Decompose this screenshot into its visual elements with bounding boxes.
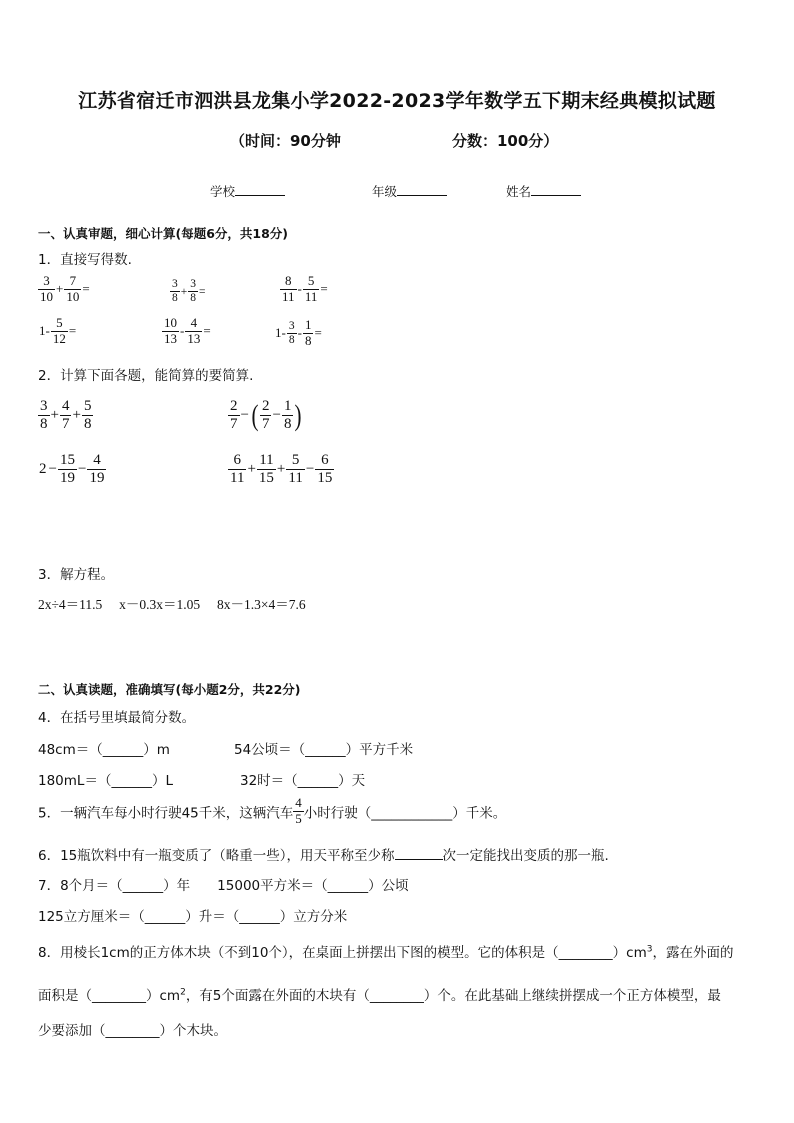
- q2-expr-3: 2 − $\frac{15}{19}$ − $\frac{4}{19}$: [39, 452, 105, 487]
- q2-expr-4: $\frac{6}{11}$ + $\frac{11}{15}$ + $\frac{5}{11}$ − $\frac{6}{15}$: [230, 452, 333, 487]
- name-field[interactable]: [506, 182, 581, 200]
- q2-expr-2: $\frac{2}{7}$ −( $\frac{2}{7}$ − $\frac{1}{8}$ ): [230, 398, 302, 433]
- exam-time: （时间：90分钟: [230, 132, 341, 150]
- q1-expr-3: $\frac{8}{11}$ - $\frac{5}{11}$ =: [282, 273, 328, 304]
- q1-expr-5: $\frac{10}{13}$ - $\frac{4}{13}$ =: [164, 315, 211, 346]
- page-title: 江苏省宿迁市泗洪县龙集小学2022-2023学年数学五下期末经典模拟试题: [78, 90, 716, 112]
- school-blank[interactable]: [235, 195, 285, 196]
- section2-heading: 二、认真读题，准确填写(每小题2分，共22分): [38, 682, 301, 697]
- q6-blank[interactable]: [395, 859, 443, 860]
- q1-stem: 1．直接写得数.: [38, 252, 132, 268]
- q7-line-2: 125立方厘米＝（______）升＝（______）立方分米: [38, 909, 348, 925]
- school-label: 学校: [210, 184, 236, 199]
- q3-equations: 2x÷4＝11.5 x－0.3x＝1.05 8x－1.3×4＝7.6: [38, 597, 306, 612]
- q5-text: 5．一辆汽车每小时行驶45千米，这辆汽车 $\frac{4}{5}$ 小时行驶（____________）千米。: [38, 795, 507, 826]
- q1-expr-2: $\frac{3}{8}$ + $\frac{3}{8}$ =: [172, 278, 206, 305]
- q8-line-3: 少要添加（________）个木块。: [38, 1023, 227, 1039]
- q3-stem: 3．解方程。: [38, 567, 115, 583]
- q8-line-1: 8．用棱长1cm的正方体木块（不到10个），在桌面上拼摆出下图的模型。它的体积是$(\_\_\_\_\_\_\_\_)cm^3$，露在外面的: [38, 944, 734, 961]
- q4-item-3: 180mL＝（______）L: [38, 773, 173, 789]
- q1-expr-4: 1- $\frac{5}{12}$ =: [39, 315, 77, 346]
- q4-item-2: 54公顷＝（______）平方千米: [234, 742, 414, 758]
- exam-score: 分数：100分）: [452, 132, 559, 150]
- school-field[interactable]: [210, 182, 285, 200]
- grade-blank[interactable]: [397, 195, 447, 196]
- q1-expr-1: $\frac{3}{10}$ + $\frac{7}{10}$ =: [40, 273, 90, 304]
- q7-line-1: 7．8个月＝（______）年 15000平方米＝（______）公顷: [38, 878, 409, 894]
- q1-expr-6: 1- $\frac{3}{8}$ - $\frac{1}{8}$ =: [275, 317, 322, 348]
- q2-expr-1: $\frac{3}{8}$ + $\frac{4}{7}$ + $\frac{5}{8}$: [40, 398, 92, 433]
- q2-stem: 2．计算下面各题，能简算的要简算.: [38, 368, 254, 384]
- q6-text: 6．15瓶饮料中有一瓶变质了（略重一些），用天平称至少称 次一定能找出变质的那一瓶.: [38, 848, 609, 864]
- grade-field[interactable]: [372, 182, 447, 200]
- grade-label: 年级: [372, 184, 398, 199]
- q4-stem: 4．在括号里填最简分数。: [38, 710, 196, 726]
- q4-item-1: 48cm＝（______）m: [38, 742, 170, 758]
- section1-heading: 一、认真审题，细心计算(每题6分，共18分): [38, 226, 289, 241]
- q8-line-2: 面积是$(\_\_\_\_\_\_\_\_)cm^2$，有5个面露在外面的木块有（________）个。在此基础上继续拼摆成一个正方体模型，最: [38, 987, 721, 1004]
- q4-item-4: 32时＝（______）天: [240, 773, 366, 789]
- name-label: 姓名: [506, 184, 532, 199]
- name-blank[interactable]: [531, 195, 581, 196]
